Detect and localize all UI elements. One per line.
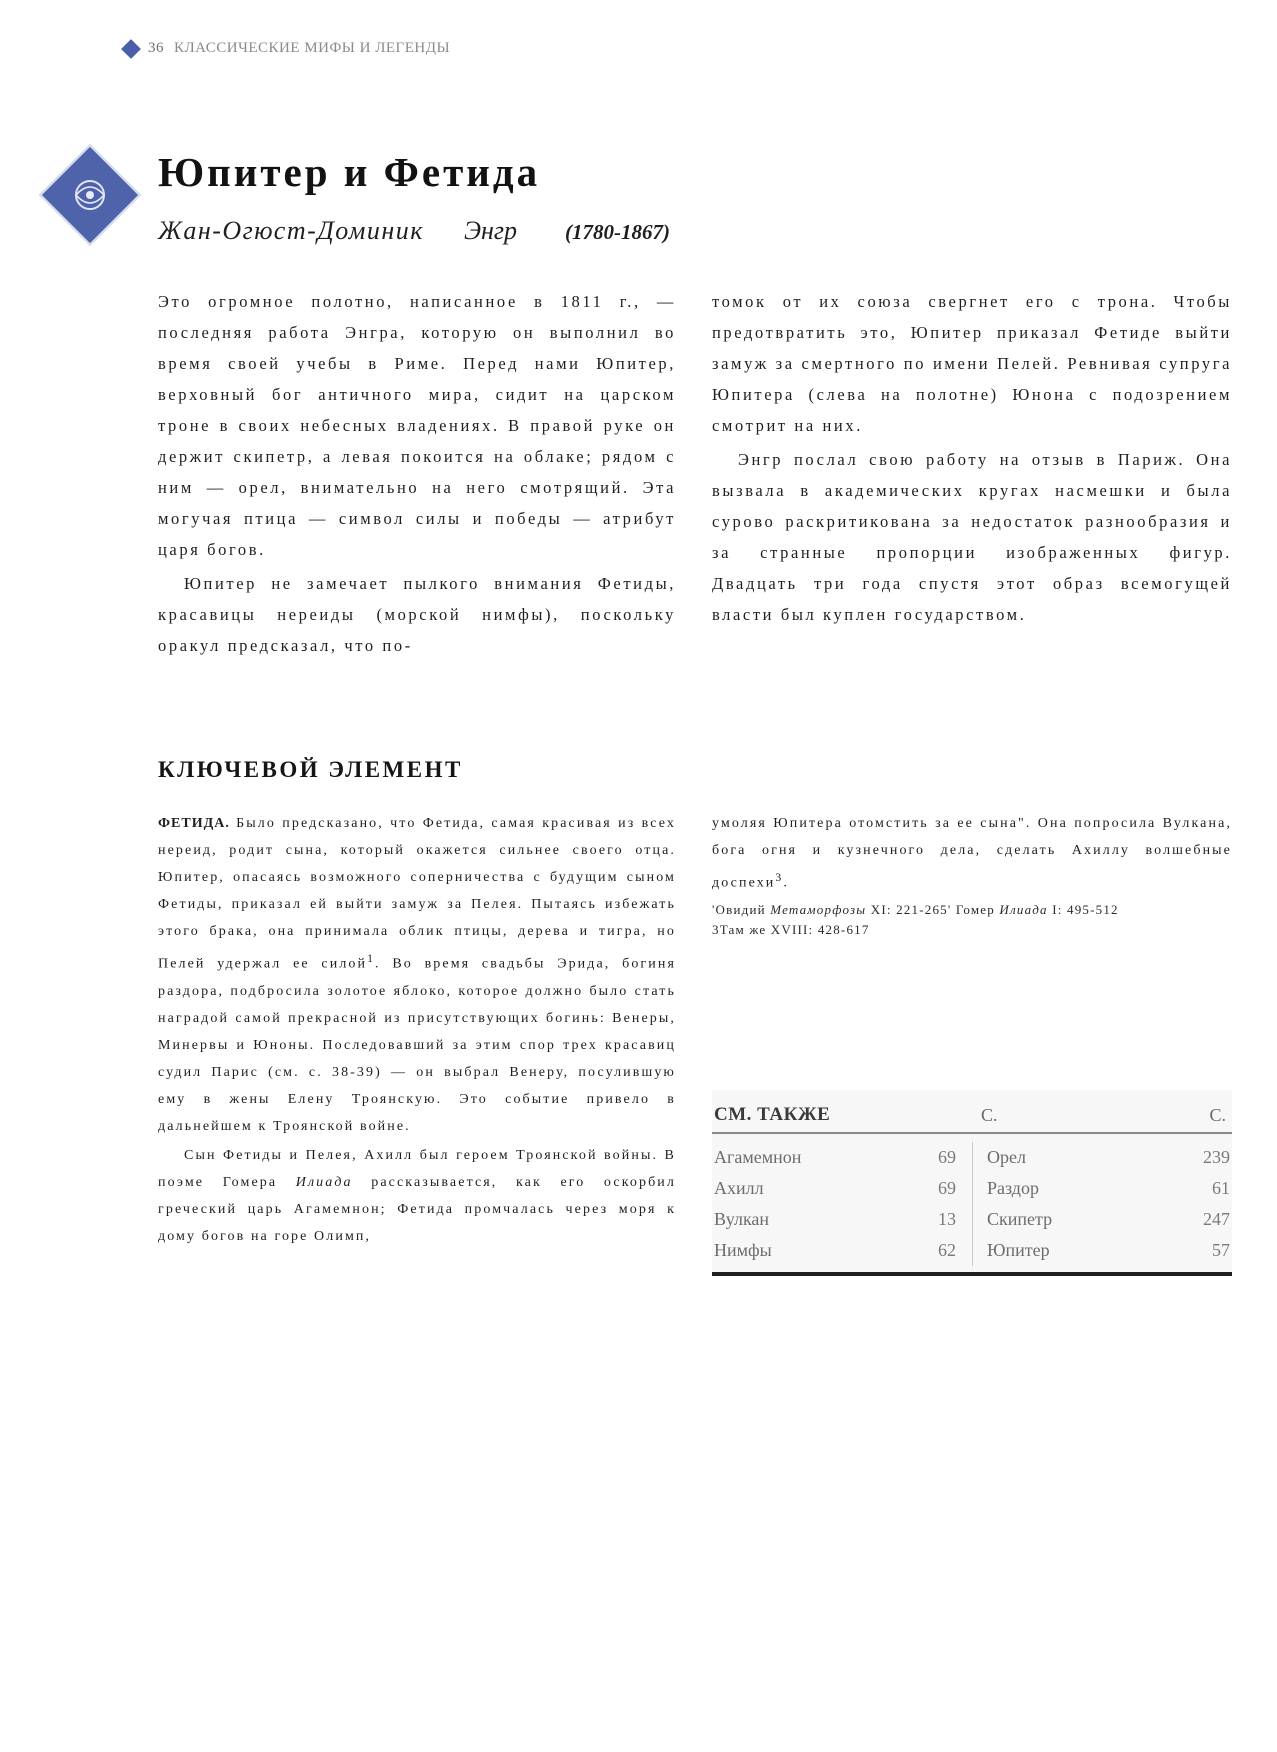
footnote-text: 'Овидий bbox=[712, 902, 771, 917]
see-also-box bbox=[712, 1090, 1232, 1276]
key-text: Сын Фетиды и Пелея, Ахилл был героем Троянской войны. В поэме Гомера bbox=[158, 1147, 676, 1190]
see-also-entry[interactable] bbox=[714, 1142, 956, 1173]
entry-page: 69 bbox=[938, 1147, 956, 1167]
footnotes bbox=[712, 900, 1232, 940]
entry-name: Нимфы bbox=[714, 1240, 772, 1260]
footnote-text: XI: 221-265' Гомер bbox=[866, 902, 1000, 917]
see-also-entry[interactable] bbox=[987, 1173, 1230, 1204]
page-column-header: С. bbox=[980, 1105, 998, 1125]
intro-paragraph: томок от их союза свергнет его с трона. Чтобы предотвратить это, Юпитер приказал Фетиде выйти замуж за смертного по имени Пелей. Ревнивая супруга Юпитера (слева на полотне) Юнона с подозрением смотрит на них. bbox=[712, 292, 1232, 435]
entry-name: Юпитер bbox=[987, 1240, 1050, 1260]
intro-paragraph: Энгр послал свою работу на отзыв в Париж. Она вызвала в академических кругах насмешки и была сурово раскритикована за недостаток разнообразия и за странные пропорции изображенных фигур. Двадцать три года спустя этот образ всемогущей власти был куплен государством. bbox=[712, 450, 1232, 624]
byline bbox=[158, 216, 670, 246]
emblem-ornament bbox=[54, 159, 126, 231]
entry-name: Вулкан bbox=[714, 1209, 770, 1229]
page-number: 36 bbox=[148, 40, 164, 56]
footnote-2: 3Там же XVIII: 428-617 bbox=[712, 922, 870, 937]
see-also-entry[interactable] bbox=[987, 1142, 1230, 1173]
intro-column-left bbox=[158, 286, 676, 661]
intro-column-right bbox=[712, 286, 1232, 630]
work-title: Илиада bbox=[999, 902, 1048, 917]
entry-name: Орел bbox=[987, 1147, 1026, 1167]
entry-name: Раздор bbox=[987, 1178, 1039, 1198]
key-element-column-left bbox=[158, 810, 676, 1250]
intro-paragraph: Юпитер не замечает пылкого внимания Фетиды, красавицы нереиды (морской нимфы), поскольку оракул предсказал, что по- bbox=[158, 574, 676, 655]
key-text: рассказывается, как его оскорбил греческий царь Агамемнон; Фетида промчалась через моря к дому богов на горе Олимп, bbox=[158, 1174, 676, 1244]
see-also-entry[interactable] bbox=[714, 1204, 956, 1235]
key-paragraph bbox=[158, 810, 676, 1140]
footnote-ref: 3 bbox=[775, 871, 784, 884]
see-also-entry[interactable] bbox=[714, 1173, 956, 1204]
work-title: Метаморфозы bbox=[770, 902, 867, 917]
key-element-heading: КЛЮЧЕВОЙ ЭЛЕМЕНТ bbox=[158, 757, 463, 782]
entry-page: 247 bbox=[1203, 1209, 1230, 1229]
entry-page: 62 bbox=[938, 1240, 956, 1260]
running-head bbox=[124, 40, 450, 57]
artist-last-name: Энгр bbox=[463, 216, 518, 245]
page-column-header: С. bbox=[1209, 1105, 1226, 1125]
entry-page: 57 bbox=[1212, 1240, 1230, 1260]
intro-paragraph: Это огромное полотно, написанное в 1811 г., — последняя работа Энгра, которую он выполнил во время своей учебы в Риме. Перед нами Юпитер, верховный бог античного мира, сидит на царском троне в своих небесных владениях. В правой руке он держит скипетр, а левая покоится на облаке; рядом с ним — орел, внимательно на него смотрящий. Эта могучая птица — символ силы и победы — атрибут царя богов. bbox=[158, 292, 676, 559]
see-also-title: СМ. ТАКЖЕ bbox=[714, 1104, 831, 1125]
key-paragraph bbox=[712, 810, 1232, 897]
see-also-list bbox=[712, 1134, 1232, 1276]
entry-page: 61 bbox=[1212, 1178, 1230, 1198]
emblem-icon bbox=[39, 144, 141, 246]
entry-name: Скипетр bbox=[987, 1209, 1053, 1229]
key-text: умоляя Юпитера отомстить за ее сына". Она попросила Вулкана, бога огня и кузнечного дела, сделать Ахиллу волшебные доспехи bbox=[712, 816, 1232, 891]
footnote-1 bbox=[712, 900, 1232, 920]
entry-name: Агамемнон bbox=[714, 1147, 802, 1167]
footnote-ref: 1 bbox=[367, 952, 376, 965]
page-title: Юпитер и Фетида bbox=[158, 149, 541, 195]
see-also-entry[interactable] bbox=[987, 1235, 1230, 1266]
entry-page: 13 bbox=[938, 1209, 956, 1229]
entry-page: 239 bbox=[1203, 1147, 1230, 1167]
key-text: Было предсказано, что Фетида, самая красивая из всех нереид, родит сына, который окажется сильнее своего отца. Юпитер, опасаясь возможного соперничества с будущим сыном Фетиды, приказал ей выйти замуж за Пелея. Пытаясь избежать этого брака, она принимала облик птицы, дерева и тигра, но Пелей удержал ее силой bbox=[158, 816, 676, 972]
see-also-column-left bbox=[714, 1142, 972, 1266]
entry-page: 69 bbox=[938, 1178, 956, 1198]
see-also-entry[interactable] bbox=[714, 1235, 956, 1266]
section-title: КЛАССИЧЕСКИЕ МИФЫ И ЛЕГЕНДЫ bbox=[174, 40, 451, 56]
key-paragraph bbox=[158, 1142, 676, 1250]
work-title: Илиада bbox=[295, 1174, 353, 1190]
key-lead-word: ФЕТИДА. bbox=[158, 816, 230, 831]
key-text: . bbox=[783, 875, 789, 891]
artist-first-names: Жан-Огюст-Доминик bbox=[158, 216, 424, 245]
key-element-column-right bbox=[712, 810, 1232, 897]
see-also-header bbox=[712, 1090, 1232, 1134]
entry-name: Ахилл bbox=[714, 1178, 764, 1198]
diamond-bullet-icon bbox=[121, 39, 141, 59]
see-also-entry[interactable] bbox=[987, 1204, 1230, 1235]
key-text: . Во время свадьбы Эрида, богиня раздора, подбросила золотое яблоко, которое должно было стать наградой самой прекрасной из присутствующих богинь: Венеры, Минервы и Юноны. Последовавший за этим спор трех красавиц судил Парис (см. с. 38-39) — он выбрал Венеру, посулившую ему в жены Елену Троянскую. Это событие привело в дальнейшем к Троянской войне. bbox=[158, 956, 676, 1134]
footnote-text: I: 495-512 bbox=[1047, 902, 1119, 917]
see-also-column-right bbox=[972, 1142, 1230, 1266]
artist-years: (1780-1867) bbox=[565, 220, 671, 244]
